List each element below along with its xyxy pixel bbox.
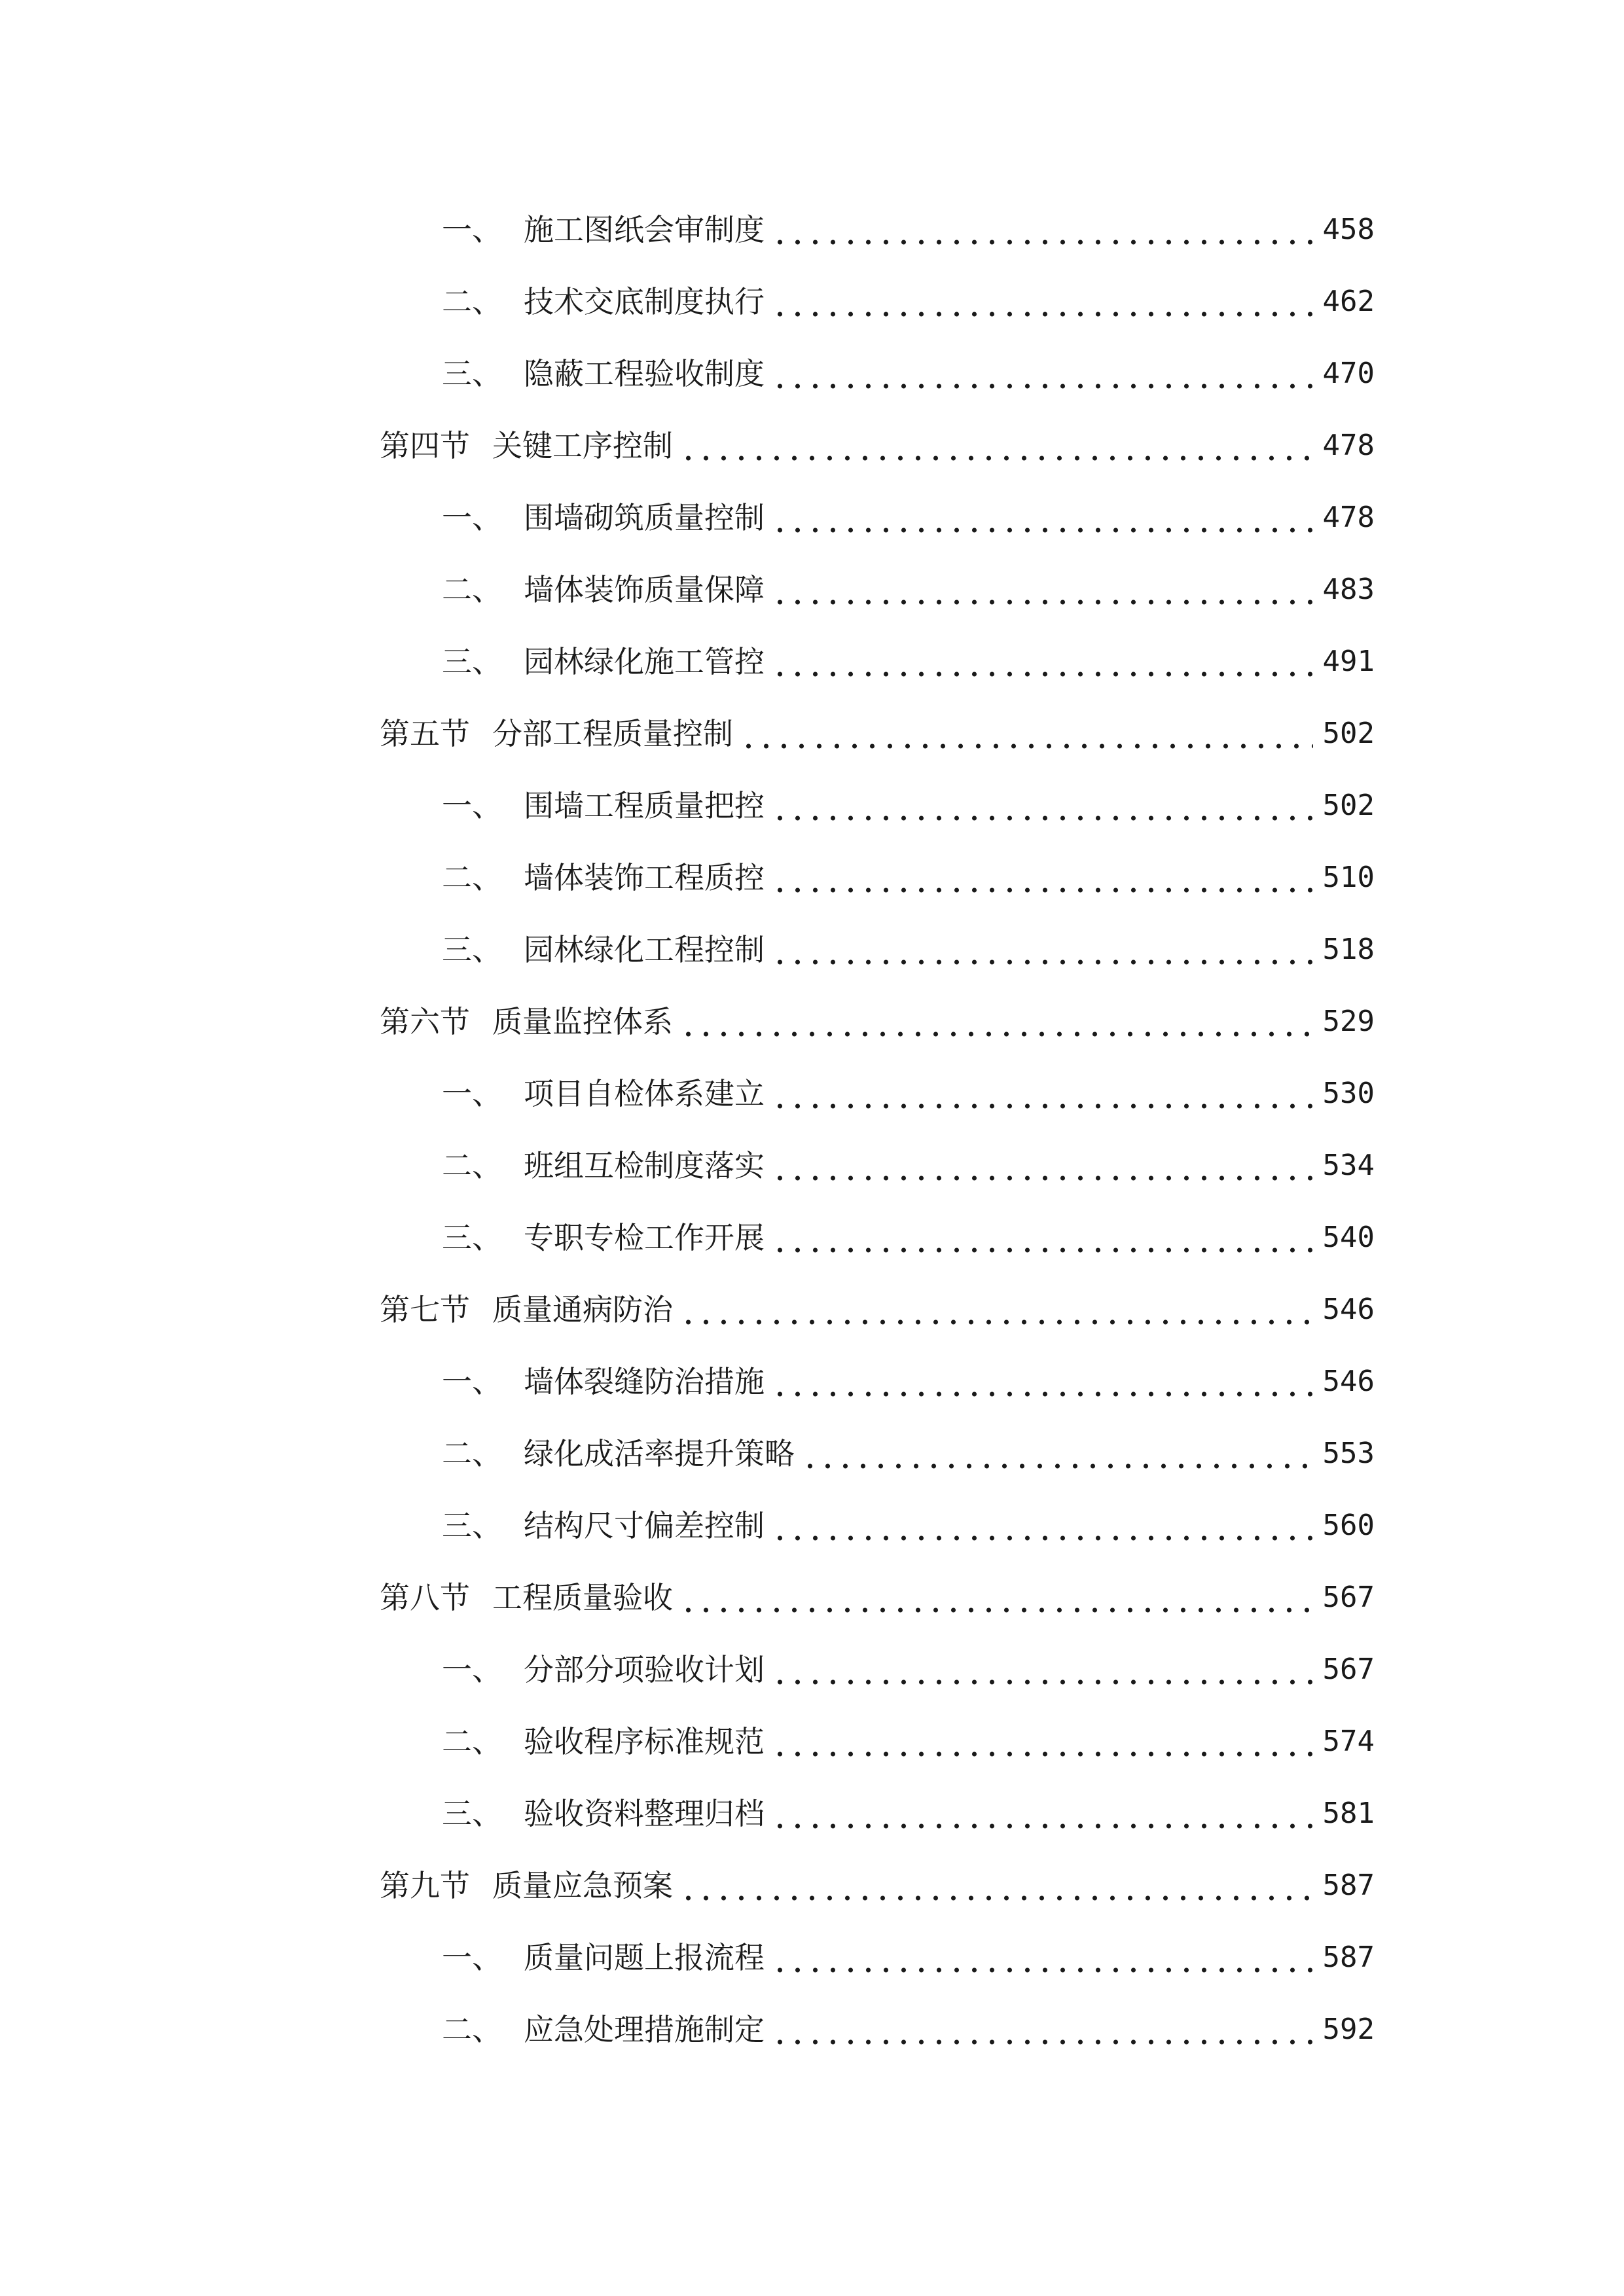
toc-section-number: 第九节 xyxy=(380,1868,470,1903)
toc-leader-dots xyxy=(771,1787,1313,1840)
toc-leader-dots xyxy=(771,1499,1313,1552)
toc-leader-dots xyxy=(771,204,1313,256)
toc-leader-dots xyxy=(771,1715,1313,1768)
toc-entry-title: 墙体裂缝防治措施 xyxy=(524,1364,765,1399)
toc-section-title: 质量通病防治 xyxy=(492,1292,673,1327)
toc-entry[interactable] xyxy=(442,636,1375,688)
toc-entry-number: 一、 xyxy=(442,1364,502,1399)
toc-leader-dots xyxy=(771,1211,1313,1264)
toc-entry[interactable] xyxy=(442,1931,1375,1984)
toc-entry[interactable] xyxy=(442,1355,1375,1408)
toc-entry[interactable] xyxy=(442,780,1375,832)
toc-leader-dots xyxy=(679,1571,1313,1624)
toc-entry-page: 458 xyxy=(1322,213,1375,246)
toc-leader-dots xyxy=(771,2003,1313,2056)
toc-section-page: 567 xyxy=(1322,1581,1375,1614)
toc-entry[interactable] xyxy=(442,1643,1375,1696)
toc-leader-dots xyxy=(740,708,1313,760)
toc-entry-number: 三、 xyxy=(442,1796,502,1831)
toc-entry-page: 483 xyxy=(1322,573,1375,606)
toc-leader-dots xyxy=(771,636,1313,688)
toc-leader-dots xyxy=(801,1427,1313,1480)
toc-entry-page: 553 xyxy=(1322,1437,1375,1470)
toc-entry-number: 二、 xyxy=(442,1724,502,1759)
toc-leader-dots xyxy=(771,1643,1313,1696)
toc-entry-title: 隐蔽工程验收制度 xyxy=(524,356,765,391)
toc-section-entry[interactable] xyxy=(380,996,1375,1048)
toc-entry-title: 施工图纸会审制度 xyxy=(524,212,765,247)
toc-entry-page: 540 xyxy=(1322,1221,1375,1254)
toc-leader-dots xyxy=(771,1931,1313,1984)
toc-leader-dots xyxy=(771,1067,1313,1120)
toc-entry-page: 462 xyxy=(1322,285,1375,318)
toc-entry[interactable] xyxy=(442,1715,1375,1768)
toc-entry[interactable] xyxy=(442,852,1375,904)
toc-entry-title: 分部分项验收计划 xyxy=(524,1652,765,1687)
toc-leader-dots xyxy=(771,924,1313,976)
toc-section-title: 关键工序控制 xyxy=(492,428,673,463)
toc-entry-number: 一、 xyxy=(442,500,502,535)
toc-entry-number: 一、 xyxy=(442,212,502,247)
toc-entry-title: 项目自检体系建立 xyxy=(524,1076,765,1111)
toc-section-number: 第七节 xyxy=(380,1292,470,1327)
toc-section-number: 第八节 xyxy=(380,1580,470,1615)
toc-entry-title: 园林绿化施工管控 xyxy=(524,644,765,679)
toc-entry[interactable] xyxy=(442,204,1375,256)
toc-entry-number: 一、 xyxy=(442,1652,502,1687)
toc-entry-number: 一、 xyxy=(442,788,502,823)
toc-entry-page: 518 xyxy=(1322,933,1375,966)
toc-entry-number: 三、 xyxy=(442,932,502,967)
toc-entry-title: 园林绿化工程控制 xyxy=(524,932,765,967)
toc-entry-page: 574 xyxy=(1322,1725,1375,1758)
toc-entry-title: 技术交底制度执行 xyxy=(524,284,765,319)
toc-entry-page: 510 xyxy=(1322,861,1375,894)
toc-section-entry[interactable] xyxy=(380,1283,1375,1336)
toc-entry-number: 三、 xyxy=(442,1220,502,1255)
toc-leader-dots xyxy=(771,276,1313,328)
toc-section-entry[interactable] xyxy=(380,1571,1375,1624)
toc-entry-page: 592 xyxy=(1322,2013,1375,2046)
toc-section-page: 529 xyxy=(1322,1005,1375,1038)
toc-entry[interactable] xyxy=(442,1427,1375,1480)
toc-leader-dots xyxy=(771,348,1313,400)
toc-entry-page: 587 xyxy=(1322,1941,1375,1974)
toc-entry[interactable] xyxy=(442,1787,1375,1840)
toc-entry[interactable] xyxy=(442,1211,1375,1264)
toc-entry-number: 二、 xyxy=(442,1148,502,1183)
toc-entry-number: 一、 xyxy=(442,1940,502,1975)
toc-entry-title: 验收资料整理归档 xyxy=(524,1796,765,1831)
toc-section-entry[interactable] xyxy=(380,1859,1375,1912)
toc-entry[interactable] xyxy=(442,2003,1375,2056)
toc-entry-page: 581 xyxy=(1322,1797,1375,1830)
toc-leader-dots xyxy=(771,780,1313,832)
toc-entry-number: 二、 xyxy=(442,1436,502,1471)
toc-section-entry[interactable] xyxy=(380,708,1375,760)
toc-entry-title: 班组互检制度落实 xyxy=(524,1148,765,1183)
toc-entry-page: 530 xyxy=(1322,1077,1375,1110)
toc-entry[interactable] xyxy=(442,276,1375,328)
toc-section-title: 工程质量验收 xyxy=(492,1580,673,1615)
toc-entry-page: 567 xyxy=(1322,1653,1375,1686)
toc-leader-dots xyxy=(679,996,1313,1048)
toc-entry-number: 二、 xyxy=(442,284,502,319)
toc-entry-title: 应急处理措施制定 xyxy=(524,2012,765,2047)
toc-entry-number: 一、 xyxy=(442,1076,502,1111)
toc-section-number: 第四节 xyxy=(380,428,470,463)
toc-entry-page: 470 xyxy=(1322,357,1375,390)
toc-leader-dots xyxy=(679,1283,1313,1336)
toc-entry-number: 三、 xyxy=(442,1508,502,1543)
toc-entry-page: 502 xyxy=(1322,789,1375,822)
toc-entry-page: 546 xyxy=(1322,1365,1375,1398)
toc-leader-dots xyxy=(771,564,1313,616)
toc-entry-title: 围墙工程质量把控 xyxy=(524,788,765,823)
toc-leader-dots xyxy=(679,1859,1313,1912)
toc-section-page: 546 xyxy=(1322,1293,1375,1326)
toc-leader-dots xyxy=(771,492,1313,544)
toc-section-entry[interactable] xyxy=(380,420,1375,472)
toc-entry-page: 491 xyxy=(1322,645,1375,678)
toc-entry-number: 二、 xyxy=(442,2012,502,2047)
toc-entry-title: 墙体装饰质量保障 xyxy=(524,572,765,607)
toc-entry-title: 质量问题上报流程 xyxy=(524,1940,765,1975)
toc-section-page: 587 xyxy=(1322,1869,1375,1902)
toc-entry-title: 墙体装饰工程质控 xyxy=(524,860,765,895)
toc-entry[interactable] xyxy=(442,1499,1375,1552)
toc-entry-title: 专职专检工作开展 xyxy=(524,1220,765,1255)
toc-section-number: 第六节 xyxy=(380,1004,470,1039)
toc-section-title: 质量应急预案 xyxy=(492,1868,673,1903)
toc-leader-dots xyxy=(771,1355,1313,1408)
toc-section-page: 502 xyxy=(1322,717,1375,750)
toc-entry[interactable] xyxy=(442,348,1375,400)
toc-section-title: 分部工程质量控制 xyxy=(492,716,733,751)
toc-section-page: 478 xyxy=(1322,429,1375,462)
toc-entry-title: 验收程序标准规范 xyxy=(524,1724,765,1759)
toc-entry-title: 围墙砌筑质量控制 xyxy=(524,500,765,535)
toc-leader-dots xyxy=(771,852,1313,904)
toc-entry[interactable] xyxy=(442,492,1375,544)
toc-entry-title: 绿化成活率提升策略 xyxy=(524,1436,795,1471)
toc-entry-number: 三、 xyxy=(442,356,502,391)
toc-section-number: 第五节 xyxy=(380,716,470,751)
toc-entry[interactable] xyxy=(442,1067,1375,1120)
toc-leader-dots xyxy=(771,1139,1313,1192)
toc-entry-page: 478 xyxy=(1322,501,1375,534)
toc-entry-title: 结构尺寸偏差控制 xyxy=(524,1508,765,1543)
toc-entry-number: 三、 xyxy=(442,644,502,679)
toc-entry[interactable] xyxy=(442,924,1375,976)
toc-leader-dots xyxy=(679,420,1313,472)
toc-entry-page: 534 xyxy=(1322,1149,1375,1182)
toc-section-title: 质量监控体系 xyxy=(492,1004,673,1039)
toc-entry[interactable] xyxy=(442,1139,1375,1192)
toc-entry-page: 560 xyxy=(1322,1509,1375,1542)
toc-entry-number: 二、 xyxy=(442,572,502,607)
toc-entry-number: 二、 xyxy=(442,860,502,895)
toc-entry[interactable] xyxy=(442,564,1375,616)
